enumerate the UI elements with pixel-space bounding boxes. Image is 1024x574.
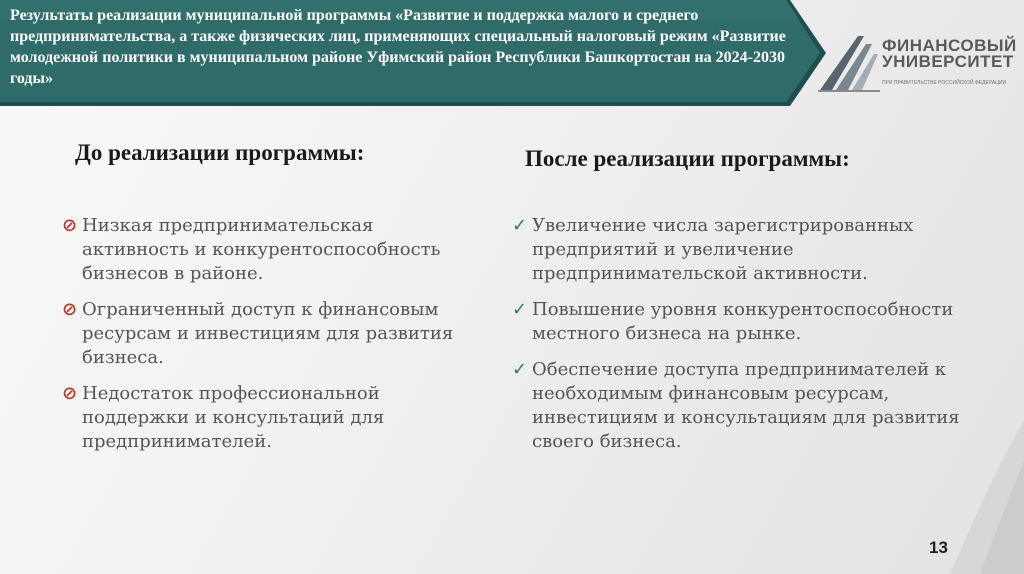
university-logo	[818, 30, 1018, 100]
before-item-text: Ограниченный доступ к финансовым ресурсам и инвестициям для развития бизнеса.	[82, 299, 454, 368]
before-item	[62, 214, 482, 286]
after-item	[512, 358, 982, 454]
checkmark-icon: ✓	[512, 215, 528, 236]
checkmark-icon: ✓	[512, 359, 528, 380]
checkmark-icon: ✓	[512, 299, 528, 320]
after-item	[512, 298, 982, 346]
after-list	[512, 214, 982, 466]
title-banner	[0, 0, 826, 106]
logo-name: ФИНАНСОВЫЙ УНИВЕРСИТЕТ	[882, 36, 1017, 71]
after-item-text: Повышение уровня конкурентоспособности местного бизнеса на рынке.	[532, 299, 954, 344]
prohibited-icon: ⊘	[62, 299, 78, 320]
after-item	[512, 214, 982, 286]
after-item-text: Увеличение числа зарегистрированных предприятий и увеличение предпринимательской активности.	[532, 215, 914, 284]
before-heading: До реализации программы:	[75, 140, 365, 165]
page-number: 13	[929, 538, 948, 557]
logo-subtitle: ПРИ ПРАВИТЕЛЬСТВЕ РОССИЙСКОЙ ФЕДЕРАЦИИ	[882, 80, 1007, 86]
before-list	[62, 214, 482, 466]
slide-title: Результаты реализации муниципальной программы «Развитие и поддержка малого и среднего предпринимательства, а также физических лиц, применяющих специальный налоговый режим «Развитие молодежной политики в муниципальном районе Уфимский район Республики Башкортостан на 2024-2030 годы»	[10, 7, 786, 87]
after-heading: После реализации программы:	[525, 146, 850, 171]
prohibited-icon: ⊘	[62, 383, 78, 404]
logo-emblem-icon	[818, 30, 880, 94]
before-item	[62, 382, 482, 454]
after-item-text: Обеспечение доступа предпринимателей к необходимым финансовым ресурсам, инвестициям и консультациям для развития своего бизнеса.	[532, 359, 960, 452]
before-item	[62, 298, 482, 370]
before-item-text: Недостаток профессиональной поддержки и консультаций для предпринимателей.	[82, 383, 385, 452]
prohibited-icon: ⊘	[62, 215, 78, 236]
before-item-text: Низкая предпринимательская активность и конкурентоспособность бизнесов в районе.	[82, 215, 441, 284]
